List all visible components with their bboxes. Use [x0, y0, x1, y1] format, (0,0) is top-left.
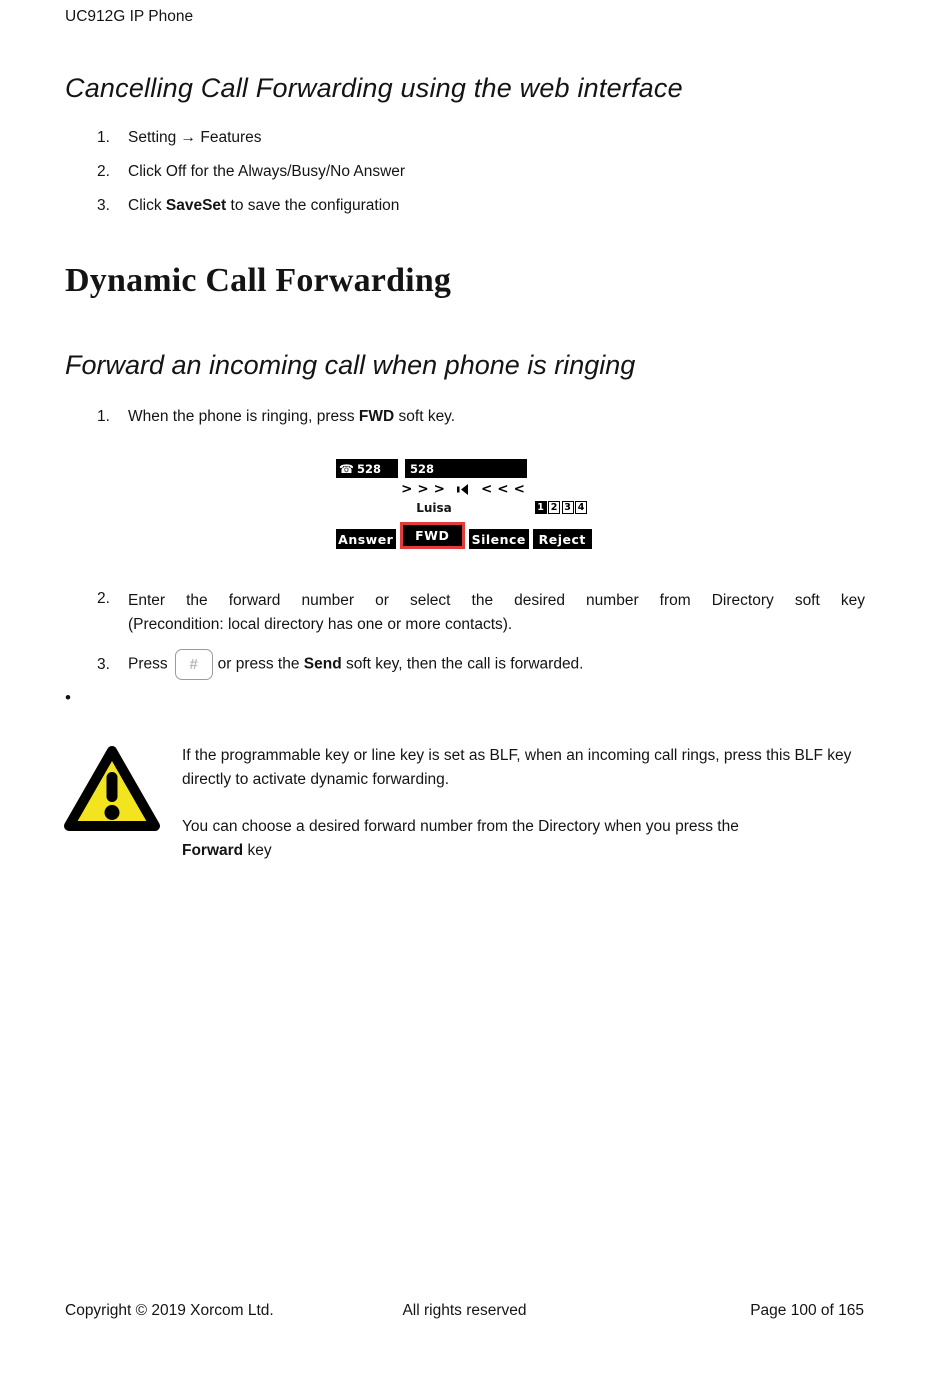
note-text — [182, 744, 865, 863]
line-key-indicators — [535, 501, 588, 514]
ringing-indicator — [336, 478, 592, 500]
chevron-right-icons: >>> — [401, 481, 450, 497]
step-text-post: to save the configuration — [226, 197, 400, 214]
footer-page-number: Page 100 of 165 — [750, 1302, 864, 1319]
lcd-caller-row — [336, 500, 592, 517]
pound-key-icon: # — [175, 649, 213, 680]
note-paragraph-1: If the programmable key or line key is set as BLF, when an incoming call rings, press this BLF key directly to activate dynamic forwarding. — [182, 747, 852, 788]
footer-copyright: Copyright © 2019 Xorcom Ltd. — [65, 1302, 274, 1319]
softkey-silence: Silence — [469, 529, 529, 549]
softkey-answer: Answer — [336, 529, 396, 549]
warning-icon — [63, 744, 161, 863]
step-text-bold: Send — [303, 655, 342, 673]
line-key-2: 2 — [548, 501, 560, 514]
line-key-3: 3 — [562, 501, 574, 514]
step-text-bold: SaveSet — [165, 197, 227, 214]
line-label: 528 — [356, 461, 381, 476]
list-item — [65, 162, 865, 181]
step-number: 2. — [97, 590, 110, 607]
list-item — [65, 589, 865, 637]
step-number: 1. — [97, 408, 110, 425]
step-number: 3. — [97, 656, 110, 673]
heading-dynamic-call-forwarding: Dynamic Call Forwarding — [65, 262, 452, 299]
step-text-post: soft key, then the call is forwarded. — [341, 655, 584, 673]
speaker-icon — [457, 483, 471, 496]
step-text-bold: FWD — [358, 408, 395, 425]
caller-name: Luisa — [416, 501, 452, 515]
softkey-highlight-box — [400, 522, 466, 549]
note-paragraph-2-bold: Forward — [182, 842, 244, 859]
phone-lcd-screenshot — [336, 459, 592, 545]
note-paragraph-2 — [182, 815, 865, 863]
caller-number-bar: 528 — [405, 459, 527, 478]
list-item — [65, 649, 865, 680]
step-text: Setting → Features — [128, 129, 262, 146]
page-footer — [65, 1301, 864, 1320]
step-text-mid: or press the — [217, 655, 304, 673]
list-item — [65, 128, 865, 147]
subsection-title-forward-incoming-call: Forward an incoming call when phone is ringing — [65, 350, 636, 380]
note-paragraph-2-line1: You can choose a desired forward number from the Directory when you press the — [182, 818, 739, 835]
step-text — [128, 196, 865, 215]
softkey-answer-cell — [336, 529, 396, 549]
cancel-steps-list — [65, 128, 865, 215]
doc-header-title: UC912G IP Phone — [65, 8, 194, 25]
step-text — [128, 649, 865, 680]
softkey-reject: Reject — [533, 529, 593, 549]
softkey-silence-cell — [469, 529, 529, 549]
list-item — [65, 407, 865, 426]
lcd-top-row — [336, 459, 592, 478]
step-text-post: soft key. — [394, 408, 456, 425]
bullet-point: • — [65, 688, 71, 707]
softkey-row — [336, 522, 592, 549]
step-number: 1. — [97, 129, 110, 146]
step-text-pre: Press — [128, 655, 168, 673]
phone-handset-icon: ☎ — [339, 461, 354, 476]
softkey-reject-cell — [533, 529, 593, 549]
footer-rights: All rights reserved — [402, 1302, 527, 1319]
step-text-pre: When the phone is ringing, press — [128, 408, 359, 425]
list-item — [65, 196, 865, 215]
step-text-line1: Enter the forward number or select the desired number from Directory soft key — [128, 592, 865, 609]
step-text-line2: (Precondition: local directory has one or more contacts). — [128, 616, 513, 633]
step-number: 3. — [97, 197, 110, 214]
step-number: 2. — [97, 163, 110, 180]
section-title-cancelling-call-forwarding: Cancelling Call Forwarding using the web interface — [65, 73, 683, 103]
chevron-left-icons: <<< — [481, 481, 530, 497]
step-text — [128, 589, 865, 637]
note-paragraph-2-post: key — [243, 842, 272, 859]
step-text — [128, 407, 865, 426]
line-key-1: 1 — [535, 501, 547, 514]
step-text-pre: Click — [128, 197, 166, 214]
step-text: Click Off for the Always/Busy/No Answer — [128, 163, 406, 180]
line-key-4: 4 — [575, 501, 587, 514]
warning-note — [65, 744, 865, 863]
line-status-box — [336, 459, 398, 478]
softkey-fwd: FWD — [403, 525, 463, 546]
